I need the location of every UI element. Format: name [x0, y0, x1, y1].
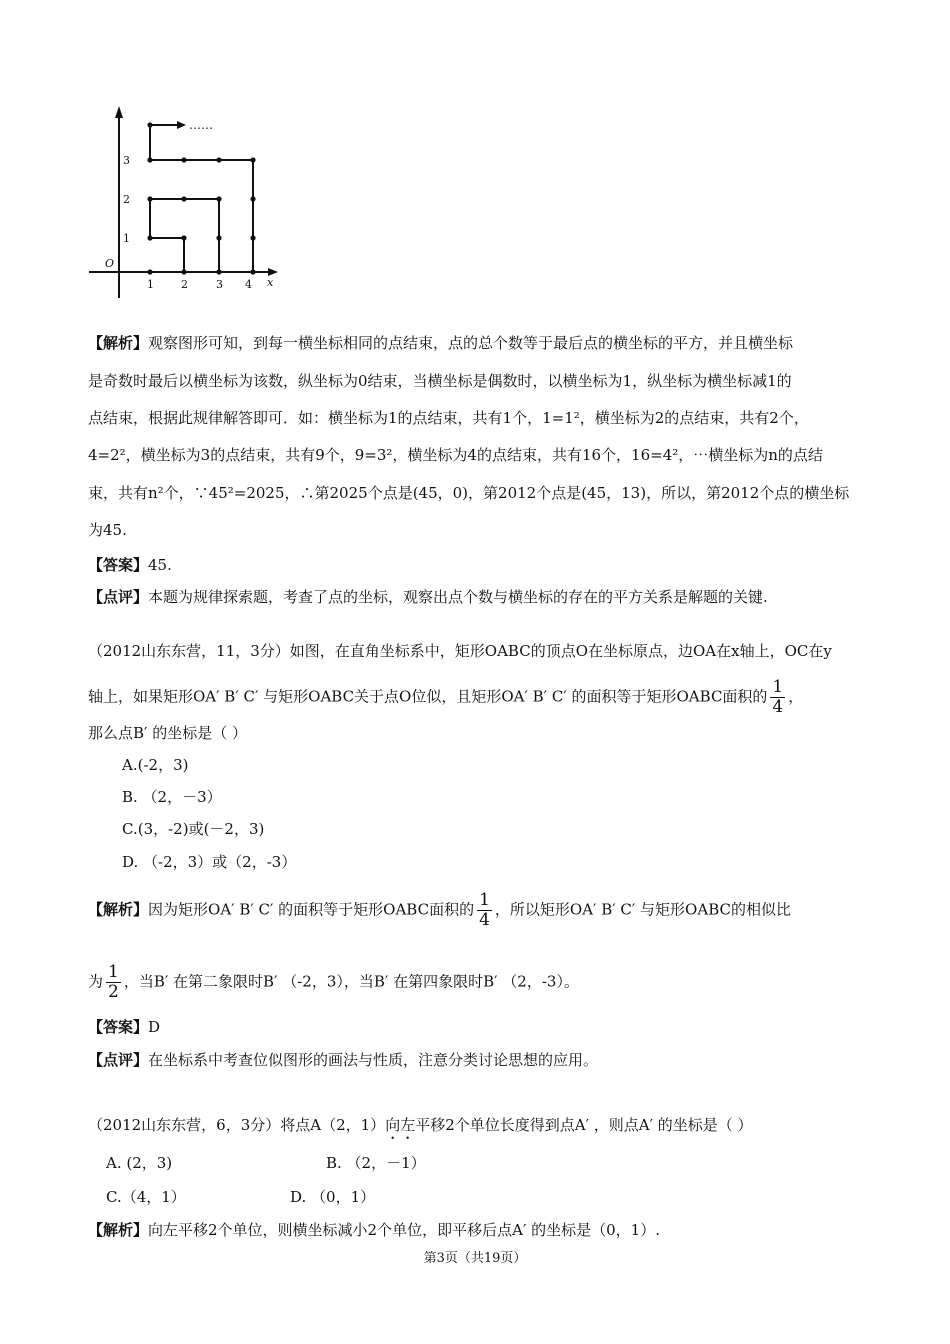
q1-analysis-line-5: 束，共有n²个，∵45²=2025，∴第2025个点是(45，0)，第2012个点是(45，13)，所以，第2012个点的横坐标	[88, 484, 850, 502]
q1-answer: 【答案】45.	[88, 556, 172, 574]
q1-comment: 【点评】本题为规律探索题，考查了点的坐标，观察出点个数与横坐标的存在的平方关系是解题的关键.	[88, 588, 768, 606]
x-tick-3: 3	[216, 278, 223, 291]
q2-stem-line-2: 轴上，如果矩形OA′ B′ C′ 与矩形OABC关于点O位似，且矩形OA′ B′ C′ 的面积等于矩形OABC面积的 $\frac{1}{4}$ ，	[88, 677, 804, 717]
q1-analysis-line-6: 为45.	[88, 521, 127, 539]
q3-stem: （2012山东东营，6，3分）将点A（2，1）向左平移2个单位长度得到点A′ ，则点A′ 的坐标是（ ）	[88, 1116, 753, 1134]
q1-analysis-line-2: 是奇数时最后以横坐标为该数，纵坐标为0结束，当横坐标是偶数时，以横坐标为1，纵坐标为横坐标减1的	[88, 372, 792, 390]
comment-tag: 【点评】	[88, 1051, 149, 1069]
origin-label: O	[105, 257, 115, 270]
q2-analysis-line-1: 【解析】因为矩形OA′ B′ C′ 的面积等于矩形OABC面积的 $\frac{1}{4}$ ，所以矩形OA′ B′ C′ 与矩形OABC的相似比	[88, 890, 791, 930]
path-arrow	[177, 121, 186, 129]
fraction-one-quarter: $\frac{1}{4}$	[479, 890, 490, 930]
analysis-tag: 【解析】	[88, 900, 149, 919]
q2-option-a: A.(-2，3)	[122, 756, 189, 774]
q3-option-b: B. （2，－1）	[326, 1154, 426, 1172]
x-tick-4: 4	[245, 278, 252, 291]
x-axis-label: x	[267, 276, 274, 289]
q3-option-c: C.（4，1）	[106, 1188, 186, 1206]
q2-answer: 【答案】D	[88, 1018, 161, 1036]
page-footer: 第3页（共19页）	[423, 1251, 527, 1266]
q1-analysis-line-4: 4=2²，横坐标为3的点结束，共有9个，9=3²，横坐标为4的点结束，共有16个，16=4²，⋯横坐标为n的点结	[88, 446, 823, 464]
answer-tag: 【答案】	[88, 1018, 149, 1036]
comment-tag: 【点评】	[88, 588, 149, 606]
x-arrow	[268, 268, 278, 276]
q1-analysis-line-1: 【解析】观察图形可知，到每一横坐标相同的点结束，点的总个数等于最后点的横坐标的平方，并且横坐标	[88, 334, 794, 352]
q2-analysis-line-2: 为 $\frac{1}{2}$ ，当B′ 在第二象限时B′ （-2，3），当B′ 在第四象限时B′ （2，-3）。	[88, 962, 579, 1002]
y-tick-3: 3	[123, 154, 130, 167]
q2-stem-line-1: （2012山东东营，11，3分）如图，在直角坐标系中，矩形OABC的顶点O在坐标原点，边OA在x轴上，OC在y	[88, 642, 832, 660]
q2-comment: 【点评】在坐标系中考查位似图形的画法与性质，注意分类讨论思想的应用。	[88, 1051, 599, 1069]
analysis-tag: 【解析】	[88, 334, 149, 352]
analysis-tag: 【解析】	[88, 1221, 149, 1239]
fraction-one-quarter: $\frac{1}{4}$	[772, 677, 784, 717]
emphasis-text: 向左	[385, 1116, 416, 1134]
q2-stem-line-3: 那么点B′ 的坐标是（ ）	[88, 724, 247, 742]
q2-option-b: B. （2，－3）	[122, 788, 222, 806]
x-tick-2: 2	[181, 278, 188, 291]
q3-analysis: 【解析】向左平移2个单位，则横坐标减小2个单位，即平移后点A′ 的坐标是（0，1）.	[88, 1221, 660, 1239]
y-tick-1: 1	[123, 232, 130, 245]
x-tick-1: 1	[147, 278, 154, 291]
q1-analysis-line-3: 点结束，根据此规律解答即可．如：横坐标为1的点结束，共有1个，1=1²，横坐标为2的点结束，共有2个，	[88, 409, 809, 427]
q2-option-c: C.(3，-2)或(－2，3)	[122, 820, 265, 838]
q3-option-a: A. (2，3)	[106, 1154, 173, 1172]
path-line	[150, 125, 253, 272]
y-tick-2: 2	[123, 193, 130, 206]
q2-option-d: D. （-2，3）或（2，-3）	[122, 853, 297, 871]
lattice-path-figure	[85, 92, 285, 302]
q3-option-d: D. （0，1）	[290, 1188, 376, 1206]
y-arrow	[115, 106, 123, 118]
continuation-dots: ……	[189, 118, 213, 132]
answer-tag: 【答案】	[88, 556, 149, 574]
fraction-one-half: $\frac{1}{2}$	[108, 962, 119, 1002]
